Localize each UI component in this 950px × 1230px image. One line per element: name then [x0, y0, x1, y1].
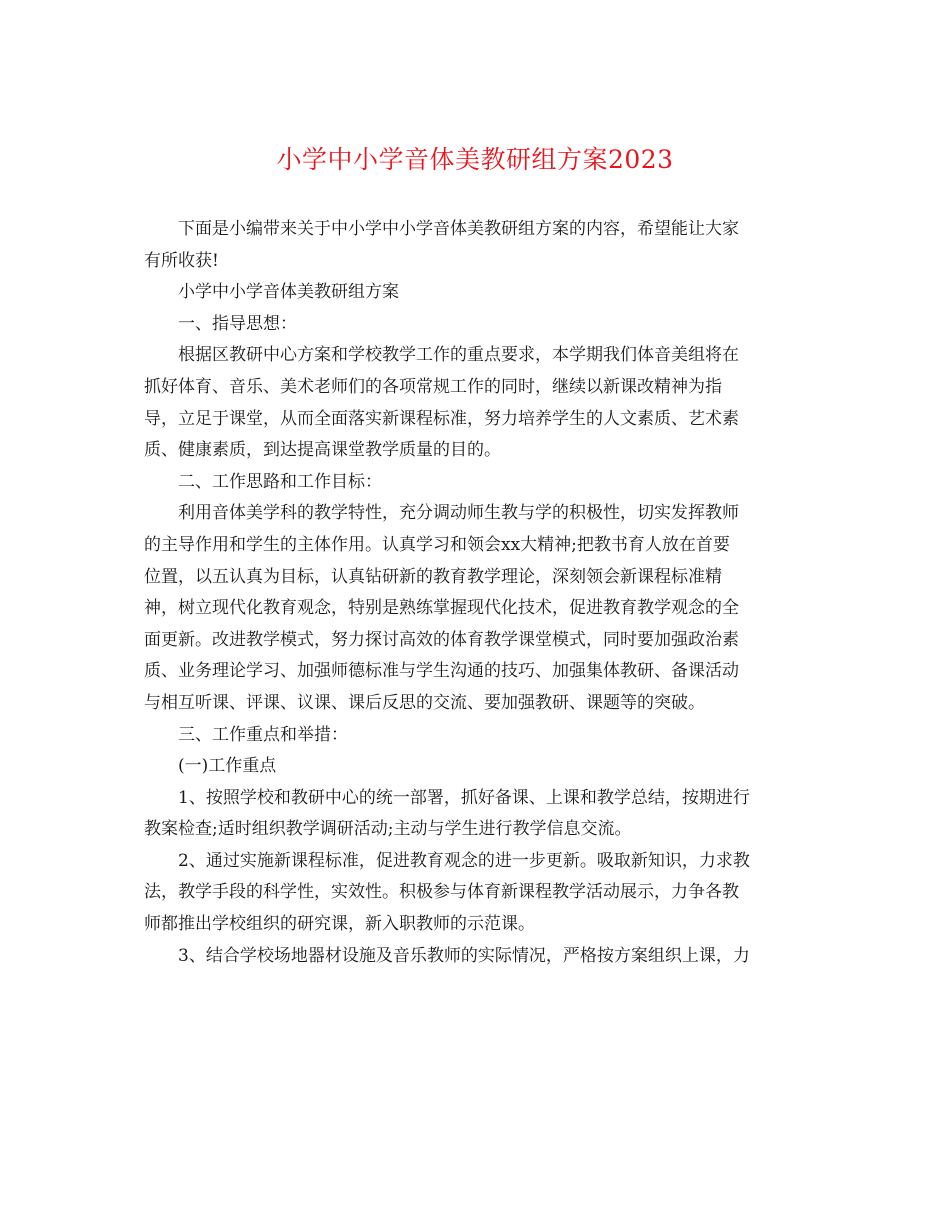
section-heading: 二、工作思路和工作目标： [178, 471, 382, 492]
paragraph-line: 与相互听课、评课、议课、课后反思的交流、要加强教研、课题等的突破。 [144, 692, 705, 713]
paragraph-line: 质、业务理论学习、加强师德标准与学生沟通的技巧、加强集体教研、备课活动 [144, 661, 739, 682]
paragraph-line: 根据区教研中心方案和学校教学工作的重点要求，本学期我们体音美组将在 [178, 345, 739, 366]
paragraph-line: 下面是小编带来关于中小学中小学音体美教研组方案的内容，希望能让大家 [178, 219, 739, 239]
section-heading: 三、工作重点和举措： [178, 724, 348, 745]
paragraph-line: 2、通过实施新课程标准，促进教育观念的进一步更新。吸取新知识，力求教 [178, 850, 750, 871]
paragraph-line: 面更新。改进教学模式，努力探讨高效的体育教学课堂模式，同时要加强政治素 [144, 629, 739, 650]
paragraph-line: 有所收获! [144, 250, 219, 271]
section-heading: 一、指导思想： [178, 313, 297, 334]
document-body [144, 214, 804, 972]
paragraph-line: 师都推出学校组织的研究课，新入职教师的示范课。 [144, 914, 535, 935]
paragraph-line: 抓好体育、音乐、美术老师们的各项常规工作的同时，继续以新课改精神为指 [144, 376, 722, 397]
section-heading: 小学中小学音体美教研组方案 [178, 282, 399, 303]
paragraph-line: 质、健康素质，到达提高课堂教学质量的目的。 [144, 440, 501, 461]
paragraph-line: 利用音体美学科的教学特性，充分调动师生教与学的积极性，切实发挥教师 [178, 503, 739, 524]
paragraph-line: 教案检查;适时组织教学调研活动;主动与学生进行教学信息交流。 [144, 819, 632, 840]
paragraph-line: 神，树立现代化教育观念，特别是熟练掌握现代化技术，促进教育教学观念的全 [144, 598, 739, 619]
subsection-heading: (一)工作重点 [178, 756, 277, 777]
paragraph-line: 1、按照学校和教研中心的统一部署，抓好备课、上课和教学总结，按期进行 [178, 787, 750, 808]
paragraph-line: 导，立足于课堂，从而全面落实新课程标准，努力培养学生的人文素质、艺术素 [144, 408, 739, 429]
paragraph-line: 位置，以五认真为目标，认真钻研新的教育教学理论，深刻领会新课程标准精 [144, 566, 722, 587]
paragraph-line: 法，教学手段的科学性，实效性。积极参与体育新课程教学活动展示，力争各教 [144, 882, 739, 903]
paragraph-line: 的主导作用和学生的主体作用。认真学习和领会xx大精神;把教书育人放在首要 [144, 534, 730, 555]
paragraph-line: 3、结合学校场地器材设施及音乐教师的实际情况，严格按方案组织上课，力 [178, 945, 750, 966]
document-title: 小学中小学音体美教研组方案2023 [276, 145, 674, 174]
